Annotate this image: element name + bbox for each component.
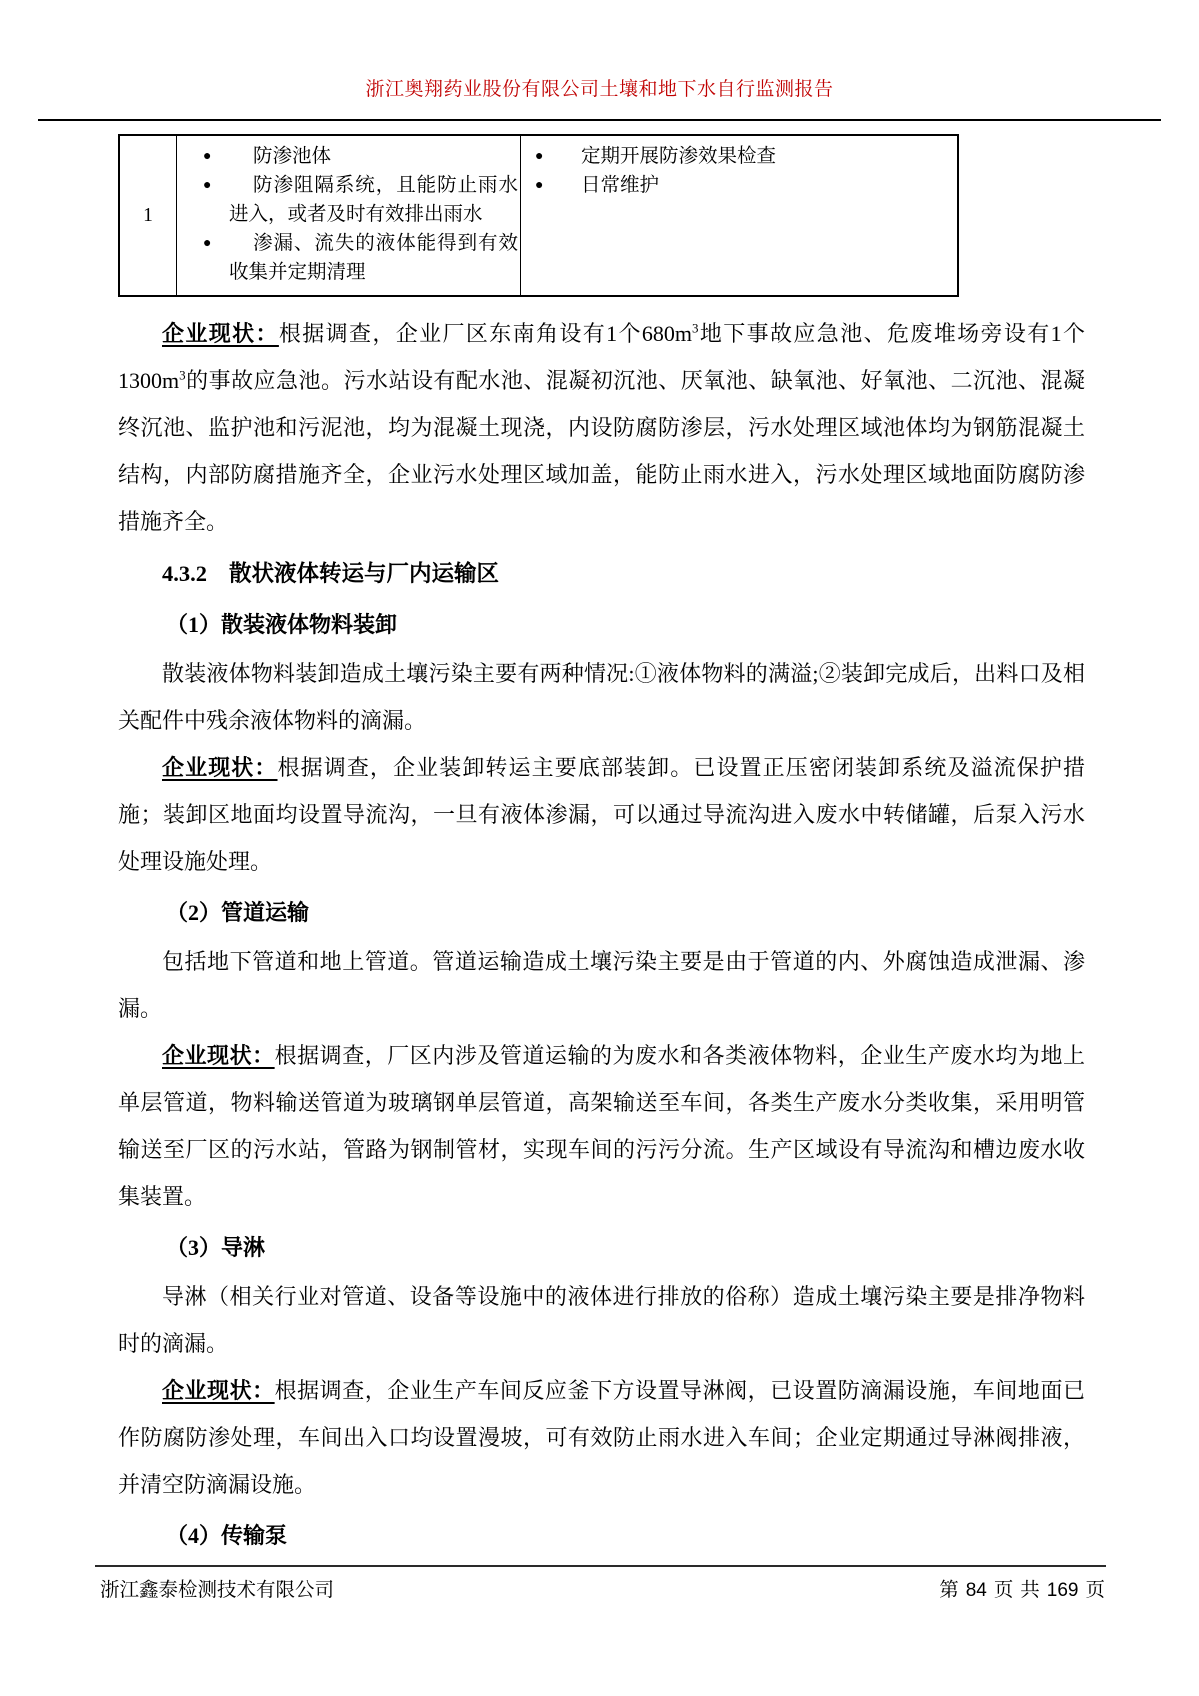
subsection-heading-4: （4）传输泵 bbox=[166, 1523, 288, 1548]
section-number: 4.3.2 bbox=[162, 561, 207, 586]
action-item: ● 日常维护 bbox=[521, 171, 955, 200]
subsection-heading-3: （3）导淋 bbox=[166, 1235, 266, 1260]
bullet-icon: ● bbox=[535, 149, 544, 164]
footer-rule bbox=[95, 1565, 1106, 1567]
lead-enterprise-status: 企业现状： bbox=[162, 1043, 275, 1068]
lead-enterprise-status: 企业现状： bbox=[162, 321, 279, 346]
lead-enterprise-status: 企业现状： bbox=[162, 1378, 275, 1403]
page-header-title: 浙江奥翔药业股份有限公司土壤和地下水自行监测报告 bbox=[365, 79, 834, 100]
header-rule bbox=[38, 119, 1161, 121]
paragraph-enterprise-status-loading: 企业现状：根据调查，企业装卸转运主要底部装卸。已设置正压密闭装卸系统及溢流保护措施；装卸区地面均设置导流沟，一旦有液体渗漏，可以通过导流沟进入废水中转储罐，后泵入污水处理设施处理。 bbox=[118, 755, 1085, 874]
paragraph-loading-unloading: 散装液体物料装卸造成土壤污染主要有两种情况:①液体物料的满溢;②装卸完成后，出料口及相关配件中残余液体物料的滴漏。 bbox=[118, 661, 1085, 733]
page-content bbox=[118, 134, 1085, 1561]
subsection-heading-1: （1）散装液体物料装卸 bbox=[166, 612, 398, 637]
superscript-cubed: 3 bbox=[179, 367, 186, 383]
superscript-cubed: 3 bbox=[692, 320, 699, 336]
actions-list bbox=[521, 142, 955, 200]
bullet-icon: ● bbox=[203, 149, 212, 164]
footer-page-info: 第 84 页 共 169 页 bbox=[939, 1580, 1105, 1601]
subsection-heading-2: （2）管道运输 bbox=[166, 900, 310, 925]
prevention-measures-table bbox=[118, 134, 959, 297]
row-number: 1 bbox=[143, 205, 153, 226]
current-page-number: 84 bbox=[965, 1580, 987, 1601]
bullet-icon: ● bbox=[535, 178, 544, 193]
action-item: ● 定期开展防渗效果检查 bbox=[521, 142, 955, 171]
bullet-icon: ● bbox=[203, 236, 212, 251]
bullet-icon: ● bbox=[203, 178, 212, 193]
section-title: 散状液体转运与厂内运输区 bbox=[229, 561, 500, 586]
measures-list bbox=[177, 142, 518, 287]
paragraph-enterprise-status-pools: 企业现状：根据调查，企业厂区东南角设有1个$680m^3$地下事故应急池、危废堆场旁设有1个$1300m^3$的事故应急池。污水站设有配水池、混凝初沉池、厌氧池、缺氧池、好氧池、二沉池、混凝终沉池、监护池和污泥池，均为混凝土现浇，内设防腐防渗层，污水处理区域池体均为钢筋混凝土结构，内部防腐措施齐全，企业污水处理区域加盖，能防止雨水进入，污水处理区域地面防腐防渗措施齐全。 bbox=[118, 320, 1085, 534]
paragraph-enterprise-status-pipeline: 企业现状：根据调查，厂区内涉及管道运输的为废水和各类液体物料，企业生产废水均为地上单层管道，物料输送管道为玻璃钢单层管道，高架输送至车间，各类生产废水分类收集，采用明管输送至厂区的污水站，管路为钢制管材，实现车间的污污分流。生产区域设有导流沟和槽边废水收集装置。 bbox=[118, 1043, 1085, 1209]
paragraph-pipeline-transport: 包括地下管道和地上管道。管道运输造成土壤污染主要是由于管道的内、外腐蚀造成泄漏、渗漏。 bbox=[118, 949, 1085, 1021]
page-footer bbox=[100, 1574, 1106, 1602]
measure-item: ● 渗漏、流失的液体能得到有效收集并定期清理 bbox=[177, 229, 518, 287]
table-actions-cell bbox=[521, 136, 957, 295]
table-row-number-cell bbox=[120, 136, 177, 295]
paragraph-enterprise-status-drain: 企业现状：根据调查，企业生产车间反应釜下方设置导淋阀，已设置防滴漏设施，车间地面已作防腐防渗处理，车间出入口均设置漫坡，可有效防止雨水进入车间；企业定期通过导淋阀排液，并清空防滴漏设施。 bbox=[118, 1378, 1085, 1497]
measure-item: ● 防渗阻隔系统，且能防止雨水 进入，或者及时有效排出雨水 bbox=[177, 171, 518, 229]
footer-company: 浙江鑫泰检测技术有限公司 bbox=[100, 1580, 335, 1601]
table-measures-cell bbox=[177, 136, 521, 295]
paragraph-drain: 导淋（相关行业对管道、设备等设施中的液体进行排放的俗称）造成土壤污染主要是排净物料时的滴漏。 bbox=[118, 1284, 1085, 1356]
total-page-number: 169 bbox=[1046, 1580, 1079, 1601]
measure-item: ● 防渗池体 bbox=[177, 142, 518, 171]
lead-enterprise-status: 企业现状： bbox=[162, 755, 278, 780]
section-heading-432 bbox=[118, 550, 1085, 597]
